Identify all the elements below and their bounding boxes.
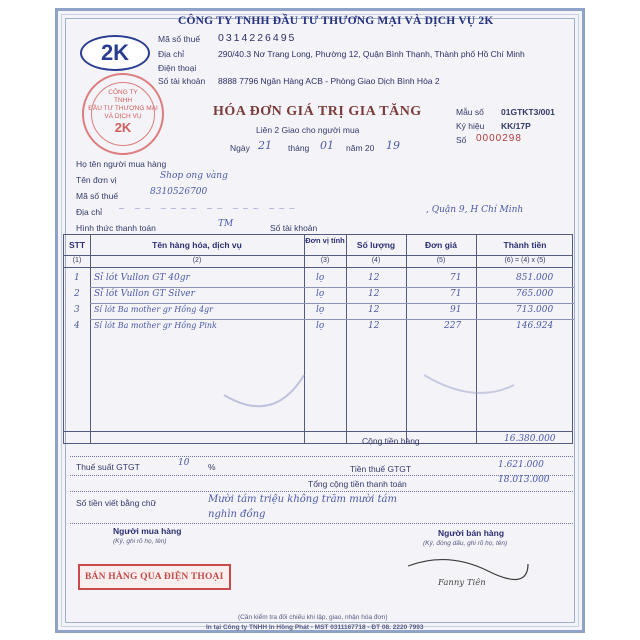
invoice-paper: [55, 8, 585, 633]
colnum-4: (4): [371, 257, 381, 264]
table-row-4-name: Sỉ lót Ba mother gr Hồng Pink: [94, 321, 217, 330]
table-row-3-name: Sỉ lót Ba mother gr Hồng 4gr: [94, 305, 213, 314]
header-stt: STT: [68, 240, 86, 250]
table-row-1-qty: 12: [368, 273, 380, 283]
buyer-unit-label: Tên đơn vị: [76, 175, 117, 185]
table-row-1-total: 851.000: [516, 273, 554, 283]
payment-label: Hình thức thanh toán: [76, 223, 156, 233]
vat-amount-value: 1.621.000: [498, 460, 544, 470]
table-row-4-total: 146.924: [516, 321, 554, 331]
table-row-2-unit: lọ: [316, 289, 325, 299]
seal-line-4: VÀ DỊCH VỤ: [104, 113, 142, 120]
buyer-sign-label: Người mua hàng: [113, 526, 182, 536]
colnum-3: (3): [320, 257, 330, 264]
buyer-unit-value: Shop ong vàng: [160, 171, 228, 181]
seal-line-2: TNHH: [113, 97, 133, 104]
company-name: CÔNG TY TNHH ĐẦU TƯ THƯƠNG MẠI VÀ DỊCH VỤ 2K: [178, 15, 494, 27]
table-row-3-unit: lọ: [316, 305, 325, 315]
seller-sign-hint: (Ký, đóng dấu, ghi rõ họ, tên): [423, 540, 508, 547]
table-row-1-price: 71: [450, 273, 462, 283]
header-unit: Đơn vị tính: [305, 236, 345, 245]
table-row-3-stt: 3: [74, 305, 80, 315]
vat-rate-unit: %: [208, 462, 216, 472]
sale-by-phone-stamp: BÁN HÀNG QUA ĐIỆN THOẠI: [78, 564, 231, 590]
grand-total-value: 18.013.000: [498, 475, 550, 485]
payment-value: TM: [218, 219, 234, 229]
table-row-2-qty: 12: [368, 289, 380, 299]
symbol-value: KK/17P: [501, 121, 531, 131]
header-amount: Thành tiền: [503, 240, 547, 250]
form-value: 01GTKT3/001: [501, 107, 555, 117]
printer-info: In tại Công ty TNHH In Hồng Phát - MST 0311167718 - ĐT 08. 2220 7993: [206, 624, 424, 631]
date-year-value: 19: [386, 139, 400, 152]
table-row-2-price: 71: [450, 289, 462, 299]
phone-label: Điện thoại: [158, 63, 197, 73]
items-table: [63, 234, 573, 444]
buyer-address-blurred: ~ ~~ ~~~~ ~~ ~~~ ~~~: [118, 204, 299, 214]
colnum-2: (2): [192, 257, 202, 264]
in-words-line-2: nghìn đồng: [208, 509, 266, 520]
seal-line-5: 2K: [114, 120, 132, 135]
account-label: Số tài khoản: [158, 76, 206, 86]
address-label: Địa chỉ: [158, 49, 184, 59]
subtotal-label: Cộng tiền hàng: [362, 436, 420, 446]
table-row-3-price: 91: [450, 305, 462, 315]
table-row-4-unit: lọ: [316, 321, 325, 331]
date-year-label: năm 20: [346, 143, 375, 153]
in-words-line-1: Mười tám triệu không trăm mười tám: [208, 494, 397, 505]
table-row-1-stt: 1: [74, 273, 80, 283]
table-row-3-qty: 12: [368, 305, 380, 315]
tax-code-value: 0314226495: [218, 32, 297, 44]
table-row-1-name: Sỉ lót Vullon GT 40gr: [94, 273, 190, 283]
logo-text: 2K: [100, 40, 130, 65]
seal-ring: [91, 82, 155, 146]
table-row-4-qty: 12: [368, 321, 380, 331]
invoice-title: HÓA ĐƠN GIÁ TRỊ GIA TĂNG: [213, 104, 422, 119]
date-day-value: 21: [258, 139, 272, 152]
in-words-label: Số tiền viết bằng chữ: [76, 498, 157, 508]
buyer-address-value: , Quận 9, H Chí Minh: [426, 205, 524, 215]
table-row-2-name: Sỉ lót Vullon GT Silver: [94, 289, 195, 299]
seller-signature: Fanny Tiên: [438, 578, 486, 588]
seal-line-1: CÔNG TY: [108, 89, 138, 96]
buyer-sign-hint: (Ký, ghi rõ họ, tên): [113, 538, 167, 545]
buyer-name-label: Họ tên người mua hàng: [76, 159, 167, 169]
colnum-5: (5): [436, 257, 446, 264]
company-seal: [82, 73, 164, 155]
date-month-value: 01: [320, 139, 334, 152]
symbol-label: Ký hiệu: [456, 121, 485, 131]
number-label: Số: [456, 135, 467, 145]
vat-amount-label: Tiền thuế GTGT: [350, 464, 412, 474]
invoice-copy: Liên 2 Giao cho người mua: [256, 125, 360, 135]
account-value: 8888 7796 Ngân Hàng ACB - Phòng Giao Dịch Bình Hòa 2: [218, 76, 440, 86]
colnum-1: (1): [72, 257, 82, 264]
table-row-2-stt: 2: [74, 289, 80, 299]
buyer-account-label: Số tài khoản: [270, 223, 318, 233]
table-row-3-total: 713.000: [516, 305, 554, 315]
grand-total-label: Tổng cộng tiền thanh toán: [308, 479, 407, 489]
table-row-2-total: 765.000: [516, 289, 554, 299]
address-value: 290/40.3 Nơ Trang Long, Phường 12, Quận Bình Thạnh, Thành phố Hồ Chí Minh: [218, 49, 525, 59]
header-quantity: Số lượng: [356, 240, 396, 250]
number-value: 0000298: [476, 133, 522, 144]
date-month-label: tháng: [288, 143, 310, 153]
table-row-4-stt: 4: [74, 321, 80, 331]
buyer-tax-value: 8310526700: [150, 187, 208, 197]
buyer-address-label: Địa chỉ: [76, 207, 102, 217]
header-product-name: Tên hàng hóa, dịch vụ: [152, 240, 242, 250]
seller-signature-stroke: [398, 546, 538, 596]
form-label: Mẫu số: [456, 107, 484, 117]
date-day-label: Ngày: [230, 143, 250, 153]
table-row-1-unit: lọ: [316, 273, 325, 283]
tax-code-label: Mã số thuế: [158, 34, 201, 44]
subtotal-value: 16.380.000: [504, 434, 556, 444]
vat-rate-label: Thuế suất GTGT: [76, 462, 140, 472]
strike-marks: [214, 335, 574, 425]
seller-sign-label: Người bán hàng: [438, 528, 505, 538]
vat-rate-value: 10: [178, 458, 190, 468]
check-note: (Cần kiểm tra đối chiếu khi lập, giao, nhận hóa đơn): [238, 614, 388, 621]
seal-line-3: ĐẦU TƯ THƯƠNG MẠI: [88, 105, 158, 112]
table-row-4-price: 227: [444, 321, 462, 331]
header-unit-price: Đơn giá: [424, 240, 458, 250]
buyer-tax-label: Mã số thuế: [76, 191, 119, 201]
company-logo: [80, 35, 150, 71]
colnum-6: (6) = (4) x (5): [504, 257, 546, 264]
